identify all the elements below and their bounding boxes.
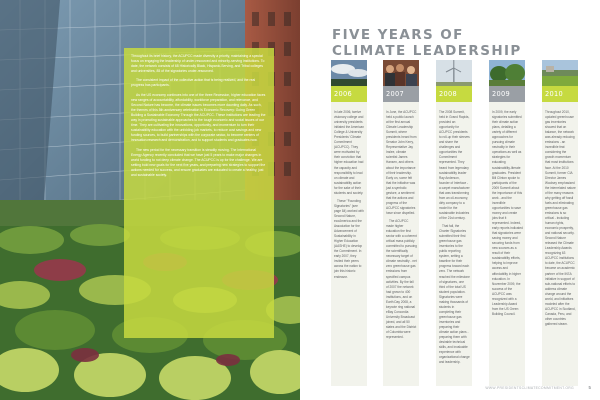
column-body-2006 (331, 102, 367, 386)
timeline-column-2006 (331, 60, 367, 386)
caption-text-box (124, 48, 274, 338)
year-label-2010: 2010 (542, 86, 578, 102)
column-body-2010 (542, 102, 578, 386)
footer-url: WWW.PRESIDENTSCLIMATECOMMITMENT.ORG (485, 386, 574, 390)
page-number: 5 (588, 385, 591, 390)
column-body-2007 (383, 102, 419, 386)
column-paragraph: In June, the ACUPCC held a public launch at the first annual Climate Leadership Summit, where presidents heard from Senator John Kerry, Representative Jay Inslee, climate scientist James Hansen, and others about the importance of their leadership. Early on, some felt that the initiative was just a symbolic gesture, a sentiment that the actions and progress of the ACUPCC signatories have since dispelled. (386, 110, 417, 215)
thumbnail-2007-crowd-photo (383, 60, 419, 86)
timeline-column-2009 (489, 60, 525, 386)
timeline-page (300, 0, 600, 400)
year-label-2007: 2007 (383, 86, 419, 102)
timeline-column-2010 (542, 60, 578, 386)
timeline-column-2008 (436, 60, 472, 386)
caption-paragraph: The consistent impact of the collective action that is being realized, and the real progress has participants. (131, 78, 256, 88)
year-label-2009: 2009 (489, 86, 525, 102)
page-title-line-1: FIVE YEARS OF (332, 27, 464, 43)
thumbnail-2010-lawn-photo (542, 60, 578, 86)
column-body-2009 (489, 102, 525, 386)
column-paragraph: That fall, the Charter Signatories submitted their first greenhouse gas inventories to the public reporting system, setting a baseline for their progress toward each zero. The network reached the milestone of signatures, one third of the total US student population. Signatories were making thousands of students in completing their greenhouse gas inventories and preparing their climate action plans - preparing them with desirable technical skills, and invaluable experience with organizational change and leadership. (439, 224, 470, 365)
column-paragraph: Throughout 2010, updated greenhouse gas inventories showed that on balance, the network was already reducing emissions - an incredible feat considering the growth momentum that most institutions face. At the 2010 Summit, former CIA Director James Woolsey emphasized the interrelated nature of the many reasons why getting off fossil fuels and eliminating greenhouse gas emissions is so critical - including human rights, economic prosperity, and national security. Second Nature released the Climate Leadership Awards recognizing 63 ACUPCC institutions to date, the ACUPCC became an academic partner of the IKEA initiative in support of sub-national efforts to address climate change around the world, and initiatives modeled after the ACUPCC in Scotland, Canada, Peru, and other countries gathered steam. (545, 110, 576, 326)
thumbnail-2009-trees-photo (489, 60, 525, 86)
column-paragraph: In 2009, the early signatories submitted their climate action plans, detailing a variety of different approaches for pursuing climate neutrality in their operations as well as strategies for educating sustainability-literate graduates. President Bill Clinton spoke to participants of the 2009 Summit about the importance of this work - and the incredible opportunities to save money and create jobs that it represented. Indeed, early reports indicated that signatories were saving money and securing funds from new sources as a result of their sustainability efforts, helping to improve access and affordability in higher education. In November 2009, the success of the ACUPCC was recognized with a Leadership Award from the US Green Building Council. (492, 110, 523, 316)
column-paragraph: These "Founding Signatories" (see page 84) worked with Second Nature, ecoAmerica and the Association for the Advancement of Sustainability in Higher Education (AASHE) to develop the Commitment. In early 2007, they invited their peers across the nation to join this historic endeavor. (334, 198, 364, 279)
thumbnail-2006-sky-photo (331, 60, 367, 86)
year-label-2006: 2006 (331, 86, 367, 102)
page-title-line-2: CLIMATE LEADERSHIP (332, 43, 522, 59)
caption-paragraph: The new period for the necessary transition is steadily moving. The International Energy Agency recently concluded that we have just 5 years to make major changes in world funding to not deep climate change. The ACUPCC is up for the challenge. We are setting bold new goals for the next five years, and preparing new strategies to support the actions needed for success, and ensure graduates are educated to create a healthy, just and sustainable society. (131, 147, 266, 177)
column-body-2008 (436, 102, 472, 386)
column-paragraph: In late 2006, twelve visionary college and university presidents initiated the American College & University Presidents' Climate Commitment (ACUPCC). They were motivated by their conviction that higher education had the capacity and responsibility to lead on climate and sustainability action for the sake of their students and society. (334, 110, 365, 195)
column-paragraph: The 2008 Summit, held in Grand Rapids, provided an opportunity for ACUPCC presidents to roll-up their sleeves and share the challenges and opportunities the Commitment represented. They heard from legendary sustainability leader Ray Anderson, founder of Interface - a carpet manufacturer that was transforming from an oil-economy, dirty company to a model for the sustainable industries of the 21st century. (439, 110, 470, 220)
column-paragraph: The ACUPCC made higher education the first sector with a coherent critical mass publicly committed to pursuing the scientifically necessary target of climate neutrality - net zero greenhouse gas emissions from specified campus activities. By the fall of 2007 the network had grown to 400 institutions, and on Earth Day 2008, a keynote ring national eBay Concordia University Broadcast joined, and all 50 states and the District of Columbia were represented. (386, 218, 417, 340)
caption-paragraph: Throughout its brief history, the ACUPCC made diversity a priority, maintaining a special focus on engaging the leadership of under-resourced and minority-serving institutions. To date, the network consists of 68 Historically Black, Hispanic-Serving, and Tribal colleges and universities, 85 of the signatories under-resourced. (131, 54, 265, 74)
thumbnail-2008-wind-turbine-photo (436, 60, 472, 86)
page-title (332, 27, 522, 59)
caption-paragraph: As the US economy continues into one of the three Recession, higher education faces new ranges of accountability, affordability, workforce preparation, and relevance, and Second Nature has become, the climate issues becomes more daunting daily. As such, the themes of this 5th anniversary celebration is Economic Recovery: Going Green Building a Sustainable Economy Through the ACUPCC. These institutions are leading the way in promoting sustainable approaches to the tough economic and social issues of our time. They are cultivating the innovations, opportunity, and momentum to turn their sustainability education with the unfolding job markets, to reduce cost savings and new funding sources, to build partnerships with the corporate sector, to become centers of innovation research and demonstration, and to support students and graduates now. (131, 92, 266, 143)
timeline-columns (331, 60, 596, 386)
year-label-2008: 2008 (436, 86, 472, 102)
timeline-column-2007 (383, 60, 419, 386)
